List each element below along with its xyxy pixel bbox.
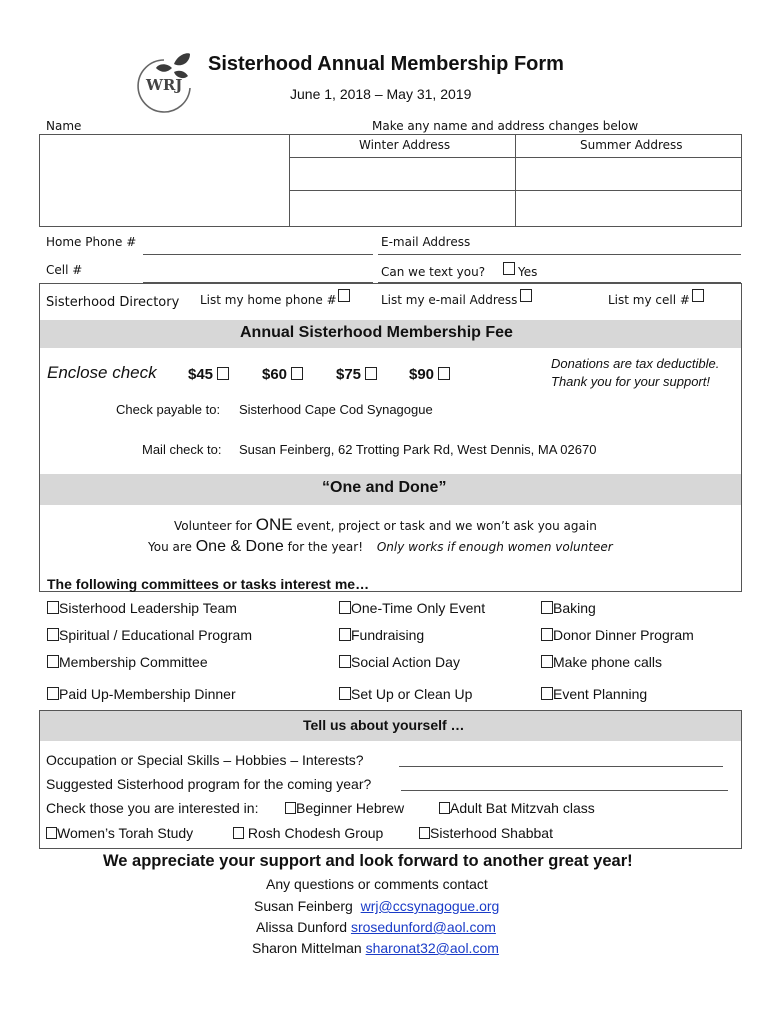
- interest-sisterhood-shabbat: [419, 825, 553, 841]
- interest-sisterhood-shabbat-checkbox[interactable]: [419, 827, 430, 839]
- interest-rosh-chodesh: [233, 825, 383, 841]
- committee-label-spiritual-educational-program: Spiritual / Educational Program: [59, 627, 252, 643]
- committee-option-event-planning: [541, 686, 647, 702]
- you-are-text: You are: [148, 540, 192, 554]
- interest-beginner-hebrew-checkbox[interactable]: [285, 802, 296, 814]
- committees-heading: The following committees or tasks interest me…: [47, 576, 370, 592]
- donation-note-2: Thank you for your support!: [551, 374, 710, 389]
- directory-email-label: List my e-mail Address: [381, 293, 518, 307]
- directory-home-phone-label: List my home phone #: [200, 293, 337, 307]
- fee-90-checkbox[interactable]: [438, 367, 450, 380]
- volunteer-text-a: Volunteer for: [174, 519, 252, 533]
- committee-option-donor-dinner-program: [541, 627, 694, 643]
- committee-label-membership-committee: Membership Committee: [59, 654, 208, 670]
- occupation-label: Occupation or Special Skills – Hobbies – Interests?: [46, 752, 364, 768]
- winter-address-field-1[interactable]: [290, 158, 514, 189]
- interest-rosh-chodesh-checkbox[interactable]: [233, 827, 244, 839]
- appreciation-message: We appreciate your support and look forward to another great year!: [103, 852, 633, 870]
- interest-adult-bat-mitzvah-checkbox[interactable]: [439, 802, 450, 814]
- suggested-field[interactable]: [401, 790, 728, 791]
- fee-90-label: $90: [409, 366, 435, 383]
- summer-address-field-2[interactable]: [516, 191, 741, 226]
- committee-option-make-phone-calls: [541, 654, 662, 670]
- mail-label: Mail check to:: [142, 442, 222, 457]
- interest-womens-torah-study-label: Women’s Torah Study: [57, 825, 194, 841]
- fee-90-option: [409, 366, 450, 383]
- suggested-label: Suggested Sisterhood program for the coming year?: [46, 776, 372, 792]
- changes-label: Make any name and address changes below: [372, 119, 639, 133]
- committee-label-sisterhood-leadership-team: Sisterhood Leadership Team: [59, 600, 237, 616]
- committee-option-membership-committee: [47, 654, 208, 670]
- committee-checkbox-one-time-only-event[interactable]: [339, 601, 351, 614]
- interest-sisterhood-shabbat-label: Sisterhood Shabbat: [430, 825, 553, 841]
- directory-home-phone-checkbox[interactable]: [338, 289, 350, 302]
- committee-checkbox-baking[interactable]: [541, 601, 553, 614]
- committee-option-paid-up-membership-dinner: [47, 686, 236, 702]
- questions-text: Any questions or comments contact: [266, 876, 488, 892]
- fee-60-label: $60: [262, 366, 288, 383]
- logo-text: WRJ: [146, 76, 183, 94]
- fee-heading: Annual Sisterhood Membership Fee: [240, 324, 513, 341]
- volunteer-one: ONE: [255, 515, 293, 534]
- contact-sharon-name: Sharon Mittelman: [252, 940, 362, 956]
- enclose-check-label: Enclose check: [47, 363, 157, 382]
- committee-label-set-up-or-clean-up: Set Up or Clean Up: [351, 686, 473, 702]
- email-label: E-mail Address: [381, 235, 471, 249]
- committee-checkbox-fundraising[interactable]: [339, 628, 351, 641]
- interest-adult-bat-mitzvah-label: Adult Bat Mitzvah class: [450, 800, 595, 816]
- donation-note-1: Donations are tax deductible.: [551, 356, 720, 371]
- committee-checkbox-set-up-or-clean-up[interactable]: [339, 687, 351, 700]
- text-yes-checkbox[interactable]: [503, 262, 515, 275]
- contact-alissa-name: Alissa Dunford: [256, 919, 348, 935]
- fee-45-label: $45: [188, 366, 214, 383]
- contact-susan: [254, 898, 499, 914]
- fee-60-checkbox[interactable]: [291, 367, 303, 380]
- winter-address-header: Winter Address: [359, 138, 451, 152]
- directory-cell-label: List my cell #: [608, 293, 690, 307]
- home-phone-label: Home Phone #: [46, 235, 137, 249]
- one-and-done-heading: “One and Done”: [322, 479, 447, 496]
- committee-option-social-action-day: [339, 654, 460, 670]
- fee-60-option: [262, 366, 303, 383]
- committee-label-paid-up-membership-dinner: Paid Up-Membership Dinner: [59, 686, 236, 702]
- interest-womens-torah-study: [46, 825, 193, 841]
- occupation-field[interactable]: [399, 766, 723, 767]
- volunteer-note: Only works if enough women volunteer: [376, 540, 613, 554]
- committee-label-make-phone-calls: Make phone calls: [553, 654, 662, 670]
- interests-label: Check those you are interested in:: [46, 800, 259, 816]
- committee-checkbox-event-planning[interactable]: [541, 687, 553, 700]
- committee-label-one-time-only-event: One-Time Only Event: [351, 600, 486, 616]
- for-the-year-text: for the year!: [287, 540, 364, 554]
- directory-email-checkbox[interactable]: [520, 289, 532, 302]
- committee-label-baking: Baking: [553, 600, 596, 616]
- name-box[interactable]: [39, 134, 290, 227]
- committee-option-baking: [541, 600, 596, 616]
- summer-address-header: Summer Address: [580, 138, 683, 152]
- fee-75-label: $75: [336, 366, 362, 383]
- mail-value: Susan Feinberg, 62 Trotting Park Rd, West Dennis, MA 02670: [239, 442, 597, 457]
- volunteer-line-1: [174, 515, 597, 535]
- committee-checkbox-paid-up-membership-dinner[interactable]: [47, 687, 59, 700]
- contact-sharon: [252, 940, 499, 956]
- payable-value: Sisterhood Cape Cod Synagogue: [239, 402, 433, 417]
- committee-option-one-time-only-event: [339, 600, 485, 616]
- winter-address-field-2[interactable]: [290, 191, 514, 226]
- committee-checkbox-membership-committee[interactable]: [47, 655, 59, 668]
- email-field[interactable]: [378, 254, 741, 255]
- fee-75-checkbox[interactable]: [365, 367, 377, 380]
- committee-checkbox-sisterhood-leadership-team[interactable]: [47, 601, 59, 614]
- interest-womens-torah-study-checkbox[interactable]: [46, 827, 57, 839]
- committee-option-set-up-or-clean-up: [339, 686, 472, 702]
- about-heading: Tell us about yourself …: [303, 717, 465, 733]
- committee-checkbox-spiritual-educational-program[interactable]: [47, 628, 59, 641]
- committee-checkbox-donor-dinner-program[interactable]: [541, 628, 553, 641]
- volunteer-text-b: event, project or task and we won’t ask you again: [296, 519, 597, 533]
- fee-45-checkbox[interactable]: [217, 367, 229, 380]
- fee-75-option: [336, 366, 377, 383]
- page-title: Sisterhood Annual Membership Form: [208, 53, 564, 75]
- directory-cell-checkbox[interactable]: [692, 289, 704, 302]
- interest-rosh-chodesh-label: Rosh Chodesh Group: [247, 825, 384, 841]
- committee-option-fundraising: [339, 627, 424, 643]
- payable-label: Check payable to:: [116, 402, 221, 417]
- committee-label-event-planning: Event Planning: [553, 686, 648, 702]
- wrj-logo: [134, 50, 194, 116]
- committee-option-sisterhood-leadership-team: [47, 600, 237, 616]
- interest-adult-bat-mitzvah: [439, 800, 595, 816]
- committee-label-social-action-day: Social Action Day: [351, 654, 460, 670]
- fee-45-option: [188, 366, 229, 383]
- contact-susan-name: Susan Feinberg: [254, 898, 353, 914]
- committee-checkbox-social-action-day[interactable]: [339, 655, 351, 668]
- directory-label: Sisterhood Directory: [46, 295, 180, 310]
- contact-alissa: [256, 919, 496, 935]
- interest-beginner-hebrew: [285, 800, 404, 816]
- volunteer-line-2: [148, 538, 613, 556]
- interest-beginner-hebrew-label: Beginner Hebrew: [296, 800, 405, 816]
- committee-label-donor-dinner-program: Donor Dinner Program: [553, 627, 694, 643]
- contact-susan-email-link[interactable]: wrj@ccsynagogue.org: [360, 898, 500, 914]
- committee-checkbox-make-phone-calls[interactable]: [541, 655, 553, 668]
- membership-dates: June 1, 2018 – May 31, 2019: [290, 86, 472, 102]
- name-label: Name: [46, 119, 82, 133]
- summer-address-field-1[interactable]: [516, 158, 741, 189]
- text-yes-label: Yes: [518, 265, 538, 279]
- committee-option-spiritual-educational-program: [47, 627, 252, 643]
- committee-label-fundraising: Fundraising: [351, 627, 425, 643]
- contact-alissa-email-link[interactable]: srosedunford@aol.com: [350, 919, 496, 935]
- cell-label: Cell #: [46, 263, 83, 277]
- contact-sharon-email-link[interactable]: sharonat32@aol.com: [365, 940, 499, 956]
- home-phone-field[interactable]: [143, 254, 373, 255]
- text-question: Can we text you?: [381, 265, 486, 279]
- one-and-done-text: One & Done: [195, 538, 284, 555]
